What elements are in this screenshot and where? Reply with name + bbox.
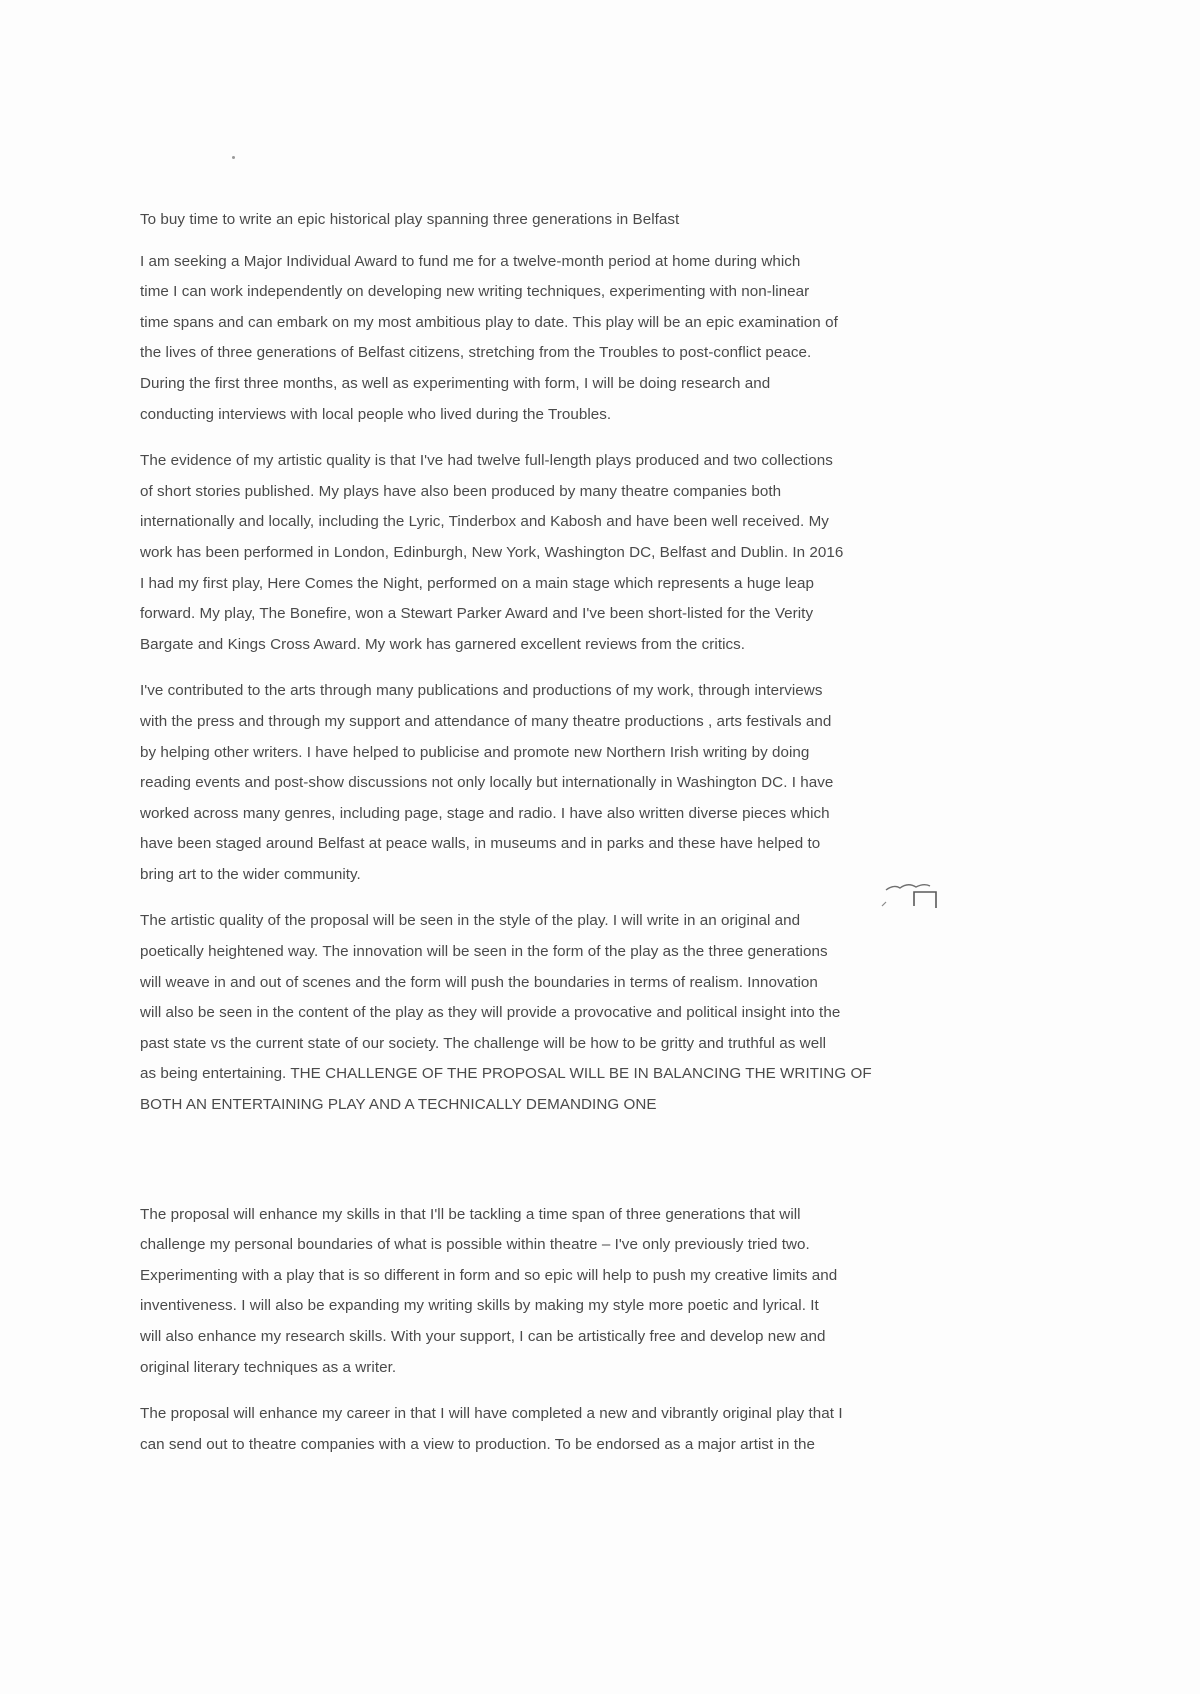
- text-line: the lives of three generations of Belfast citizens, stretching from the Troubles to post-conflict peace.: [140, 344, 812, 362]
- text-line: can send out to theatre companies with a view to production. To be endorsed as a major artist in the: [140, 1435, 816, 1453]
- text-line: past state vs the current state of our society. The challenge will be how to be gritty and truthful as well: [140, 1034, 827, 1052]
- text-line: have been staged around Belfast at peace walls, in museums and in parks and these have helped to: [140, 835, 821, 853]
- text-line: as being entertaining. THE CHALLENGE OF THE PROPOSAL WILL BE IN BALANCING THE WRITING OF: [140, 1065, 872, 1083]
- text-line: The evidence of my artistic quality is that I've had twelve full-length plays produced and two collections: [140, 452, 833, 470]
- text-line: worked across many genres, including page, stage and radio. I have also written diverse pieces which: [140, 804, 830, 822]
- text-line: reading events and post-show discussions not only locally but internationally in Washington DC. I have: [140, 774, 834, 792]
- text-line: inventiveness. I will also be expanding my writing skills by making my style more poetic and lyrical. It: [140, 1297, 819, 1315]
- text-line: I've contributed to the arts through many publications and productions of my work, through interviews: [140, 682, 823, 700]
- text-line: internationally and locally, including the Lyric, Tinderbox and Kabosh and have been well received. My: [140, 513, 829, 531]
- document-title: To buy time to write an epic historical play spanning three generations in Belfast: [140, 211, 680, 228]
- paragraph-artistic-quality: [140, 906, 1070, 1120]
- text-line: I had my first play, Here Comes the Night, performed on a main stage which represents a huge leap: [140, 574, 814, 592]
- text-line: will weave in and out of scenes and the form will push the boundaries in terms of realism. Innovation: [140, 973, 818, 991]
- paragraph-skills: [140, 1200, 1070, 1384]
- paragraph-career: [140, 1399, 1070, 1460]
- text-line: The proposal will enhance my skills in that I'll be tackling a time span of three generations that will: [140, 1205, 801, 1223]
- text-line: work has been performed in London, Edinburgh, New York, Washington DC, Belfast and Dublin. In 2016: [140, 543, 844, 561]
- text-line: The proposal will enhance my career in that I will have completed a new and vibrantly original play that I: [140, 1405, 843, 1423]
- text-line: BOTH AN ENTERTAINING PLAY AND A TECHNICALLY DEMANDING ONE: [140, 1096, 657, 1114]
- handwritten-bracket-annotation: [880, 878, 944, 914]
- text-line: poetically heightened way. The innovation will be seen in the form of the play as the three generations: [140, 943, 828, 961]
- text-line: bring art to the wider community.: [140, 865, 361, 883]
- scan-speck: [232, 156, 235, 159]
- text-line: will also enhance my research skills. With your support, I can be artistically free and develop new and: [140, 1328, 826, 1345]
- text-line: with the press and through my support and attendance of many theatre productions , arts festivals and: [140, 712, 832, 730]
- text-line: conducting interviews with local people who lived during the Troubles.: [140, 405, 612, 423]
- text-line: The artistic quality of the proposal will be seen in the style of the play. I will write in an original and: [140, 912, 801, 930]
- text-line: forward. My play, The Bonefire, won a Stewart Parker Award and I've been short-listed for the Verity: [140, 605, 814, 623]
- text-line: of short stories published. My plays have also been produced by many theatre companies both: [140, 482, 782, 500]
- paragraph-proposal: [140, 247, 1070, 431]
- text-line: original literary techniques as a writer.: [140, 1358, 397, 1376]
- text-line: time spans and can embark on my most ambitious play to date. This play will be an epic examination of: [140, 313, 838, 331]
- text-line: challenge my personal boundaries of what is possible within theatre – I've only previously tried two.: [140, 1236, 810, 1254]
- text-line: I am seeking a Major Individual Award to fund me for a twelve-month period at home during which: [140, 252, 801, 270]
- blank-space: [140, 1137, 1070, 1200]
- text-line: time I can work independently on developing new writing techniques, experimenting with non-linear: [140, 283, 810, 301]
- paragraph-contribution: [140, 676, 1070, 890]
- text-line: During the first three months, as well as experimenting with form, I will be doing research and: [140, 374, 771, 392]
- text-line: by helping other writers. I have helped to publicise and promote new Northern Irish writing by doing: [140, 743, 810, 761]
- text-line: will also be seen in the content of the play as they will provide a provocative and political insight into the: [140, 1004, 841, 1022]
- text-line: Bargate and Kings Cross Award. My work has garnered excellent reviews from the critics.: [140, 635, 746, 653]
- paragraph-artistic-evidence: [140, 446, 1070, 660]
- text-line: Experimenting with a play that is so different in form and so epic will help to push my creative limits and: [140, 1266, 838, 1284]
- document-body: [140, 205, 1070, 1476]
